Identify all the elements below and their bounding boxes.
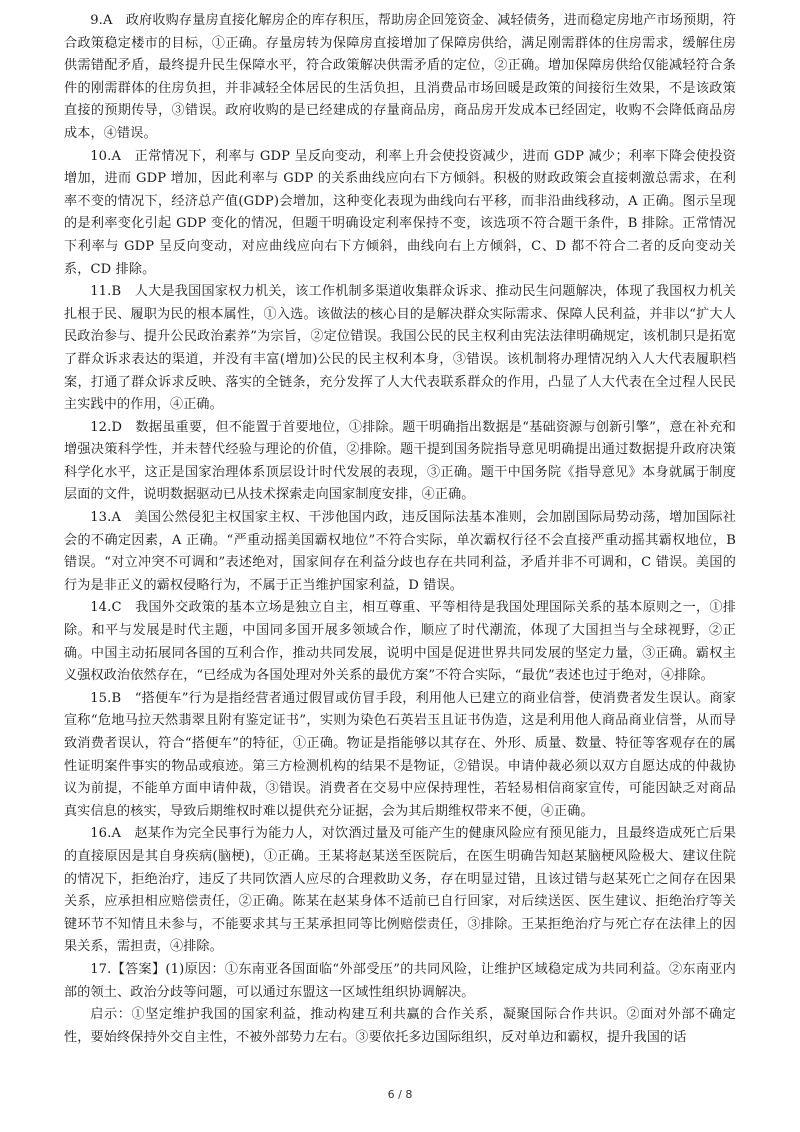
answer-11: 11.B 人大是我国国家权力机关，该工作机制多渠道收集群众诉求、推动民生问题解决，体现了我国权力机关扎根于民、履职为民的根本属性，①入选。该做法的核心目的是解决群众实际需求、保障人民利益，并非以“扩大人民政治参与、提升公民政治素养”为宗旨，②定位错误。我国公民的民主权利由宪法法律明确规定，该机制只是拓宽了群众诉求表达的渠道，并没有丰富(增加)公民的民主权利本身，③错误。该机制将办理情况纳入人大代表履职档案，打通了群众诉求反映、落实的全链条，充分发挥了人大代表联系群众的作用，凸显了人大代表在全过程人民民主实践中的作用，④正确。 bbox=[64, 284, 736, 413]
answer-explanations bbox=[64, 10, 736, 1072]
answer-15: 15.B “搭便车”行为是指经营者通过假冒或仿冒手段，利用他人已建立的商业信誉，使消费者发生误认。商家宣称“危地马拉天然翡翠且附有鉴定证书”，实则为染色石英岩玉且证书伪造，这是利用他人商品商业信誉，从而导致消费者误认，符合“搭便车”的特征，①正确。物证是指能够以其存在、外形、质量、数量、特征等客观存在的属性证明案件事实的物品或痕迹。第三方检测机构的结果不是物证，②错误。申请仲裁必须以双方自愿达成的仲裁协议为前提，不能单方面申请仲裁，③错误。消费者在交易中应保持理性，若轻易相信商家宣传，可能因缺乏对商品真实信息的核实，导致后期维权时难以提供充分证据，会为其后期维权带来不便，④正确。 bbox=[64, 690, 736, 819]
answer-9: 9.A 政府收购存量房直接化解房企的库存积压，帮助房企回笼资金、减轻债务，进而稳定房地产市场预期，符合政策稳定楼市的目标，①正确。存量房转为保障房直接增加了保障房供给，满足刚需群体的住房需求，缓解住房供需错配矛盾，最终提升民生保障水平，符合政策解决供需矛盾的定位，②正确。增加保障房供给仅能减轻符合条件的刚需群体的住房负担，并非减轻全体居民的生活负担，且消费品市场回暖是政策的间接衍生效果，不是该政策直接的预期传导，③错误。政府收购的是已经建成的存量商品房，商品房开发成本已经固定，收购不会降低商品房成本，④错误。 bbox=[64, 13, 736, 141]
answer-14: 14.C 我国外交政策的基本立场是独立自主，相互尊重、平等相待是我国处理国际关系的基本原则之一，①排除。和平与发展是时代主题，中国同多国开展多领域合作，顺应了时代潮流，体现了大国担当与全球视野，②正确。中国主动拓展同各国的互利合作，推动共同发展，说明中国是促进世界共同发展的坚定力量，③正确。霸权主义强权政治依然存在，“已经成为各国处理对外关系的最优方案”不符合实际，“最优”表述也过于绝对，④排除。 bbox=[64, 600, 736, 684]
page-number: 6 / 8 bbox=[387, 1088, 413, 1101]
answer-12: 12.D 数据虽重要，但不能置于首要地位，①排除。题干明确指出数据是“基础资源与创新引擎”，意在补充和增强决策科学性，并未替代经验与理论的价值，②排除。题干提到国务院指导意见明确提出通过数据提升政府决策科学化水平，这正是国家治理体系顶层设计时代发展的表现，③正确。题干中国务院《指导意见》本身就属于制度层面的文件，说明数据驱动已从技术探索走向国家制度安排，④正确。 bbox=[64, 419, 736, 503]
answer-17-reasons: 17.【答案】(1)原因：①东南亚各国面临“外部受压”的共同风险，让维护区域稳定成为共同利益。②东南亚内部的领土、政治分歧等问题，可以通过东盟这一区域性组织协调解决。 bbox=[64, 961, 736, 1000]
answer-16: 16.A 赵某作为完全民事行为能力人，对饮酒过量及可能产生的健康风险应有预见能力，且最终造成死亡后果的直接原因是其自身疾病(脑梗)，①正确。王某将赵某送至医院后，在医生明确告知赵某脑梗风险极大、建议住院的情况下，拒绝治疗，违反了共同饮酒人应尽的合理救助义务，存在明显过错，且该过错与赵某死亡之间存在因果关系，应承担相应赔偿责任，②正确。陈某在赵某身体不适前已自行回家，对后续送医、医生建议、拒绝治疗等关键环节不知情且未参与，不能要求其与王某承担同等比例赔偿责任，③排除。王某拒绝治疗与死亡存在法律上的因果关系，需担责，④排除。 bbox=[64, 826, 736, 955]
answer-17-inspiration: 启示：①坚定维护我国的国家利益，推动构建互利共赢的合作关系，凝聚国际合作共识。②面对外部不确定性，要始终保持外交自主性，不被外部势力左右。③要依托多边国际组织，反对单边和霸权，提升我国的话 bbox=[64, 1007, 736, 1045]
answer-13: 13.A 美国公然侵犯主权国家主权、干涉他国内政，违反国际法基本准则，会加剧国际局势动荡，增加国际社会的不确定因素，A 正确。“严重动摇美国霸权地位”不符合实际，单次霸权行径不会直接严重动摇其霸权地位，B 错误。“对立冲突不可调和”表述绝对，国家间存在利益分歧也存在共同利益，矛盾并非不可调和，C 错误。美国的行为是非正义的霸权侵略行为，不属于正当维护国家利益，D 错误。 bbox=[64, 510, 736, 593]
answer-10: 10.A 正常情况下，利率与 GDP 呈反向变动，利率上升会使投资减少，进而 GDP 减少；利率下降会使投资增加，进而 GDP 增加，因此利率与 GDP 的关系曲线应向右下方倾斜。积极的财政政策会直接刺激总需求，在利率不变的情况下，经济总产值(GDP)会增加，这种变化表现为曲线向右平移，而非沿曲线移动，A 正确。图示呈现的是利率变化引起 GDP 变化的情况，但题干明确设定利率保持不变，该选项不符合题干条件，B 排除。正常情况下利率与 GDP 呈反向变动，对应曲线应向右下方倾斜，曲线向右上方倾斜，C、D 都不符合二者的反向变动关系，CD 排除。 bbox=[64, 148, 736, 277]
